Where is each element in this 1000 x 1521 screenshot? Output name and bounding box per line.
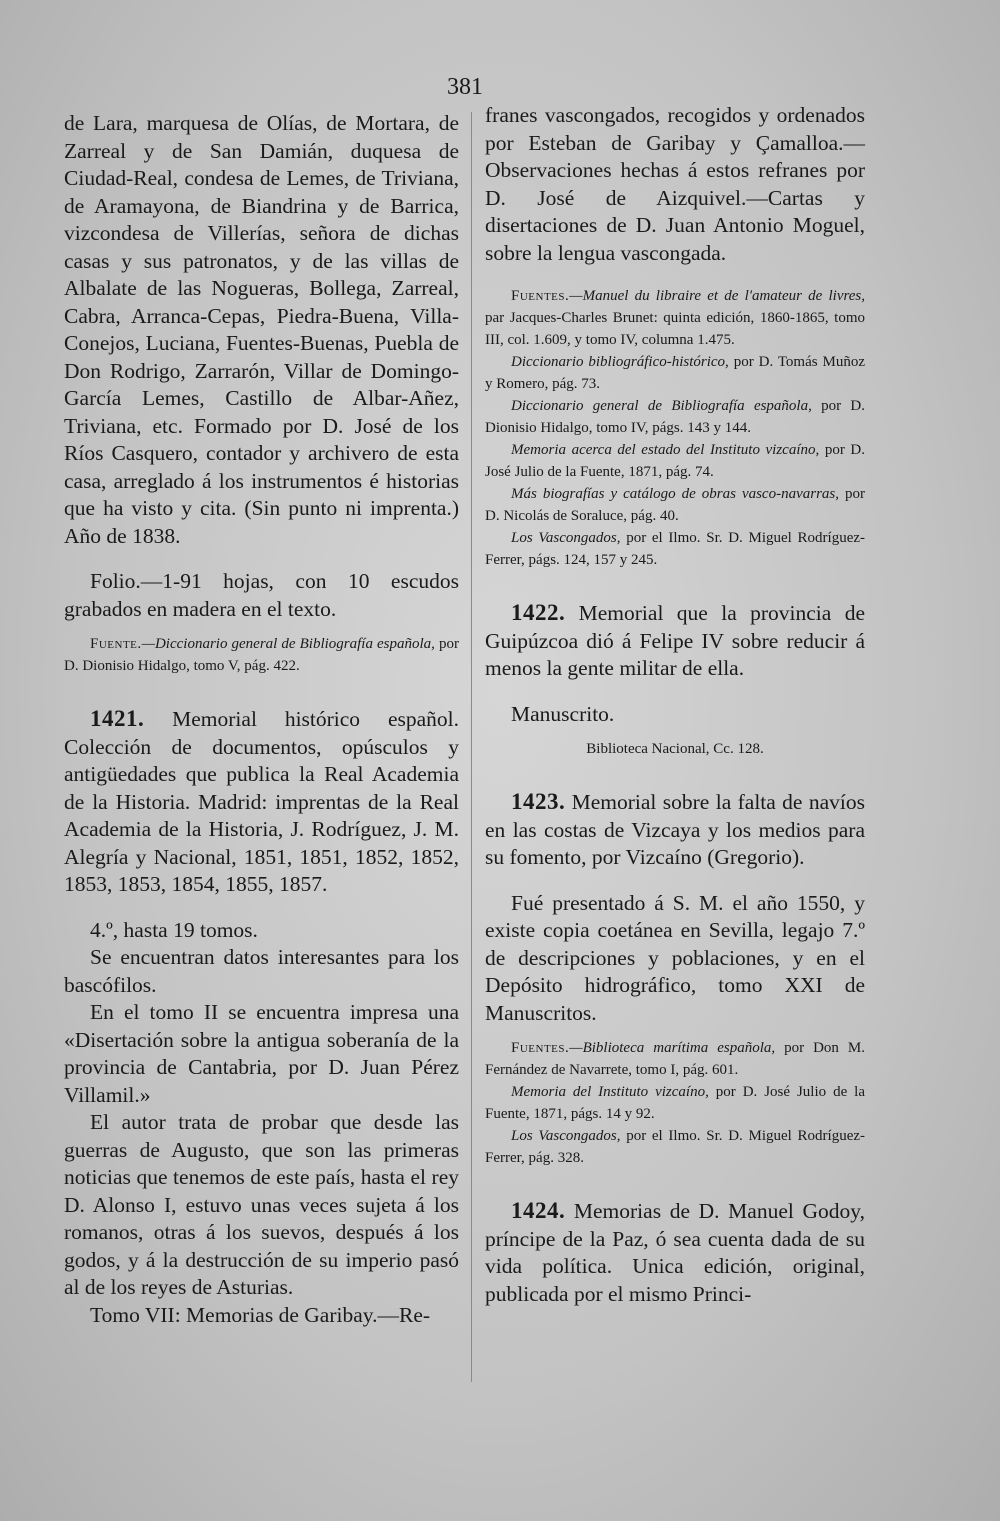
source-label: Fuentes. xyxy=(511,288,570,304)
source-title: Diccionario bibliográfico-histórico, xyxy=(511,354,729,370)
entry-1421-continuation: franes vascongados, recogidos y ordenados por Esteban de Garibay y Çamalloa.—Observaciones hechas á estos refranes por D. José de Aizquivel.—Cartas y disertaciones de D. Juan Antonio Moguel, sobre la lengua vascongada. xyxy=(485,103,865,265)
entry-1421-note: En el tomo II se encuentra impresa una «Disertación sobre la antigua soberanía de la provincia de Cantabria, por D. Juan Pérez Villamil.» xyxy=(64,1000,459,1107)
entry-1421-heading xyxy=(64,705,459,899)
entry-number: 1423. xyxy=(511,789,566,814)
source-detail: por D. José Julio de la Fuente, 1871, pág. 74. xyxy=(485,442,865,480)
entry-title: Memorial histórico español. Colección de documentos, opúsculos y antigüedades que publica la Real Academia de la Historia. Madrid: imprentas de la Real Academia de la Historia, J. Rodríguez, J. M. Alegría y Nacional, 1851, 1851, 1852, 1852, 1853, 1853, 1854, 1855, 1857. xyxy=(64,707,459,896)
entry-1421-note: Se encuentran datos interesantes para los bascófilos. xyxy=(64,945,459,997)
entry-1421-source xyxy=(485,285,865,351)
entry-1422-format: Manuscrito. xyxy=(511,701,615,726)
page-number: 381 xyxy=(447,74,483,100)
entry-title: Memorial sobre la falta de navíos en las costas de Vizcaya y los medios para su fomento, por Vizcaíno (Gregorio). xyxy=(485,790,865,869)
right-column xyxy=(485,102,865,1308)
source-detail: por el Ilmo. Sr. D. Miguel Rodríguez-Ferrer, pág. 328. xyxy=(485,1128,865,1166)
entry-number: 1424. xyxy=(511,1198,566,1223)
entry-1421-source xyxy=(485,351,865,395)
column-divider xyxy=(471,112,472,1382)
entry-1422-heading xyxy=(485,599,865,683)
entry-1423-source xyxy=(485,1081,865,1125)
entry-title: Memorias de D. Manuel Godoy, príncipe de la Paz, ó sea cuenta dada de su vida política. Unica edición, original, publicada por el mismo Princi- xyxy=(485,1199,865,1306)
entry-1420-continuation: de Lara, marquesa de Olías, de Mortara, de Zarreal y de San Damián, duquesa de Ciudad-Real, condesa de Lemes, de Triviana, de Aramayona, de Biandrina y de Barrica, vizcondesa de Villerías, señora de dichas casas y sus patronatos, y de las villas de Albalate de las Nogueras, Bollega, Zarreal, Cabra, Arranca-Cepas, Piedra-Buena, Villa-Conejos, Luciana, Fuentes-Buenas, Puebla de Don Rodrigo, Zarrarón, Villar de Domingo-García Lemes, Castillo de Albar-Añez, Triviana, etc. Formado por D. José de los Ríos Casquero, contador y archivero de esta casa, arreglado á los instrumentos é historias que ha visto y cita. (Sin punto ni imprenta.) Año de 1838. xyxy=(64,111,459,548)
source-detail: por D. Tomás Muñoz y Romero, pág. 73. xyxy=(485,354,865,392)
source-detail: par Jacques-Charles Brunet: quinta edición, 1860-1865, tomo III, col. 1.609, y tomo IV, columna 1.475. xyxy=(485,310,865,348)
source-detail: por D. Nicolás de Soraluce, pág. 40. xyxy=(485,486,866,524)
entry-1422-location: Biblioteca Nacional, Cc. 128. xyxy=(586,741,764,757)
entry-1420-source xyxy=(64,633,459,677)
source-title: Más biografías y catálogo de obras vasco-navarras, xyxy=(511,486,840,502)
entry-1423-note: Fué presentado á S. M. el año 1550, y existe copia coetánea en Sevilla, legajo 7.º de descripciones y poblaciones, y en el Depósito hidrográfico, tomo XXI de Manuscritos. xyxy=(485,890,865,1025)
entry-1423-source xyxy=(485,1125,865,1169)
source-detail: por D. José Julio de la Fuente, 1871, págs. 14 y 92. xyxy=(485,1084,865,1122)
source-label: Fuentes. xyxy=(511,1040,570,1056)
entry-1420-description: Folio.—1-91 hojas, con 10 escudos grabados en madera en el texto. xyxy=(64,569,459,621)
source-title: Diccionario general de Bibliografía española, xyxy=(511,398,812,414)
source-title: Los Vascongados, xyxy=(511,1128,621,1144)
entry-1421-note: Tomo VII: Memorias de Garibay.—Re- xyxy=(90,1302,431,1327)
entry-1421-source xyxy=(485,395,865,439)
entry-1423-heading xyxy=(485,788,865,872)
source-detail: por D. Dionisio Hidalgo, tomo IV, págs. 143 y 144. xyxy=(485,398,866,436)
entry-1421-note: El autor trata de probar que desde las guerras de Augusto, que son las primeras noticias que tenemos de este país, hasta el rey D. Alonso I, estuvo unas veces sujeta á los romanos, otras á los suevos, después á los godos, y á la destrucción de su imperio pasó al de los reyes de Asturias. xyxy=(64,1110,459,1299)
source-label: Fuente. xyxy=(90,636,142,652)
entry-1421-source xyxy=(485,439,865,483)
left-column xyxy=(64,110,459,1329)
source-title: —Manuel du libraire et de l'amateur de livres, xyxy=(569,288,865,304)
source-detail: por Don M. Fernández de Navarrete, tomo I, pág. 601. xyxy=(485,1040,865,1078)
entry-number: 1421. xyxy=(90,706,145,731)
entry-1421-source xyxy=(485,483,865,527)
entry-1424-heading xyxy=(485,1197,865,1308)
source-detail: por D. Dionisio Hidalgo, tomo V, pág. 422. xyxy=(64,636,459,674)
source-title: Memoria acerca del estado del Instituto vizcaíno, xyxy=(511,442,820,458)
entry-1423-source xyxy=(485,1037,865,1081)
source-title: Los Vascongados, xyxy=(511,530,621,546)
source-title: Memoria del Instituto vizcaíno, xyxy=(511,1084,709,1100)
entry-number: 1422. xyxy=(511,600,566,625)
source-title: —Biblioteca marítima española, xyxy=(569,1040,776,1056)
source-title: —Diccionario general de Bibliografía española, xyxy=(141,636,435,652)
entry-1421-format: 4.º, hasta 19 tomos. xyxy=(90,917,258,942)
entry-title: Memorial que la provincia de Guipúzcoa dió á Felipe IV sobre reducir á menos la gente militar de ella. xyxy=(485,601,865,680)
entry-1421-source xyxy=(485,527,865,571)
source-detail: por el Ilmo. Sr. D. Miguel Rodríguez-Ferrer, págs. 124, 157 y 245. xyxy=(485,530,865,568)
